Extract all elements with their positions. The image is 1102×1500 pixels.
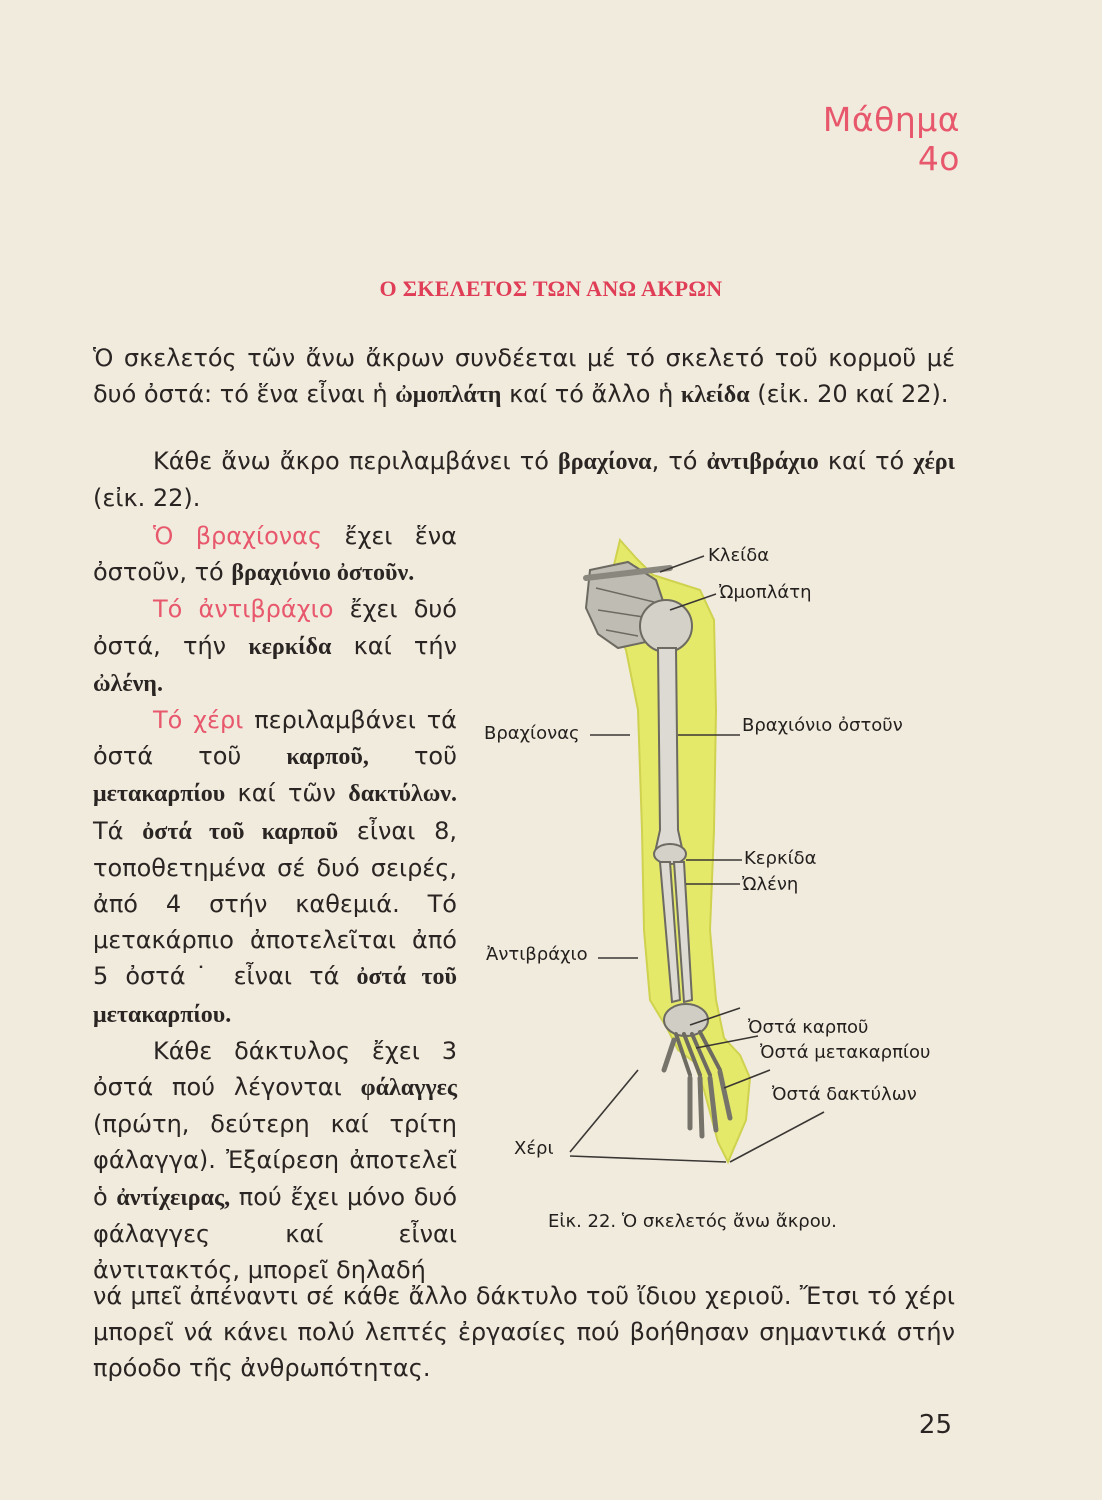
paragraph-humerus: Ὁ βραχίονας ἔχει ἕνα ὀστοῦν, τό βραχιόνιο ὀστοῦν. bbox=[93, 522, 457, 587]
paragraph-closing: νά μπεῖ ἀπέναντι σέ κάθε ἄλλο δάκτυλο τοῦ ἴδιου χεριοῦ. Ἔτσι τό χέρι μπορεῖ νά κάνει πολύ λεπτές ἐργασίες πού βοήθησαν σημαντικά στήν πρόοδο τῆς ἀνθρωπότητας. bbox=[93, 1282, 955, 1382]
label-scapula: Ὠμοπλάτη bbox=[719, 582, 812, 603]
label-upper-arm: Βραχίονας bbox=[484, 723, 580, 744]
paragraph-fingers: Κάθε δάκτυλος ἔχει 3 ὀστά πού λέγονται φάλαγγες (πρώτη, δεύτερη καί τρίτη φάλαγγα). Ἐξαίρεση ἀποτελεῖ ὁ ἀντίχειρας, πού ἔχει μόνο δυό φάλαγγες καί εἶναι ἀντιτακτός, μπορεῖ δηλαδή bbox=[93, 1036, 457, 1285]
label-clavicle: Κλείδα bbox=[708, 545, 770, 566]
label-metacarpal: Ὀστά μετακαρπίου bbox=[760, 1042, 931, 1063]
paragraph-forearm: Τό ἀντιβράχιο ἔχει δυό ὀστά, τήν κερκίδα καί τήν ὠλένη. bbox=[93, 595, 457, 697]
label-carpal: Ὀστά καρποῦ bbox=[748, 1017, 869, 1038]
label-ulna: Ὠλένη bbox=[742, 874, 799, 895]
label-forearm: Ἀντιβράχιο bbox=[486, 944, 588, 965]
paragraph-parts: Κάθε ἄνω ἄκρο περιλαμβάνει τό βραχίονα, τό ἀντιβράχιο καί τό χέρι (εἰκ. 22). bbox=[93, 447, 955, 512]
text-column bbox=[93, 518, 457, 1288]
label-hand: Χέρι bbox=[514, 1138, 554, 1159]
page-number: 25 bbox=[918, 1410, 952, 1440]
figure-caption: Εἰκ. 22. Ὁ σκελετός ἄνω ἄκρου. bbox=[548, 1211, 837, 1232]
label-radius: Κερκίδα bbox=[744, 848, 817, 869]
lesson-heading: Μάθημα 4ο bbox=[822, 100, 960, 178]
label-humerus: Βραχιόνιο ὀστοῦν bbox=[742, 715, 903, 736]
arm-skeleton-illustration bbox=[478, 530, 978, 1230]
humerus-head bbox=[640, 600, 692, 652]
chapter-title: Ο ΣΚΕΛΕΤΟΣ ΤΩΝ ΑΝΩ ΑΚΡΩΝ bbox=[379, 276, 723, 301]
paragraph-hand: Τό χέρι περιλαμβάνει τά ὀστά τοῦ καρποῦ, τοῦ μετακαρπίου καί τῶν δακτύλων. Τά ὀστά τοῦ καρποῦ εἶναι 8, τοποθετημένα σέ δυό σειρές, ἀπό 4 στήν καθεμιά. Τό μετακάρπιο ἀποτελεῖται ἀπό 5 ὀστά˙ εἶναι τά ὀστά τοῦ μετακαρπίου. bbox=[93, 706, 458, 1028]
label-fingers: Ὀστά δακτύλων bbox=[772, 1084, 917, 1105]
arm-skeleton-figure bbox=[478, 530, 978, 1230]
paragraph-intro: Ὁ σκελετός τῶν ἄνω ἄκρων συνδέεται μέ τό σκελετό τοῦ κορμοῦ μέ δυό ὀστά: τό ἕνα εἶναι ἡ ὠμοπλάτη καί τό ἄλλο ἡ κλείδα (εἰκ. 20 καί 22). bbox=[93, 344, 955, 408]
